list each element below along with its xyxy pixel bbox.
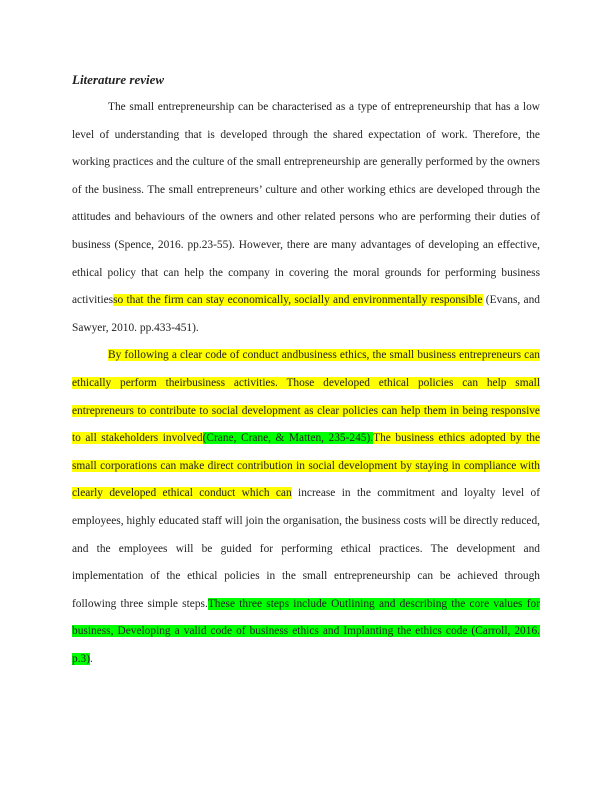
paragraph-1-text: The small entrepreneurship can be characterised as a type of entrepreneurship that has a low level of understanding that is developed through the shared expectation of work. Therefore, the working practices and the culture of the small entrepreneurship are generally performed by the owners of the business. The small entrepreneurs’ culture and other working ethics are developed through the attitudes and behaviours of the owners and other related persons who are performing their duties of business (Spence, 2016. pp.23-55). However, there are many advantages of developing an effective, ethical policy that can help the company in covering the moral grounds for performing business activities: [72, 101, 540, 307]
paragraph-2-highlight-yellow-2: The business ethics adopted by the small corporations can make direct contribution in social development by staying in compliance with clearly developed ethical conduct which can: [72, 432, 540, 500]
paragraph-1-highlight-yellow: so that the firm can stay economically, socially and environmentally responsible: [113, 294, 483, 307]
paragraph-2: [72, 342, 540, 673]
paragraph-2-highlight-green-steps: These three steps include Outlining and describing the core values for business, Developing a valid code of business ethics and Implanting the ethics code (Carroll, 2016. p.3): [72, 597, 540, 665]
paragraph-2-end: .: [90, 652, 93, 665]
paragraph-2-highlight-yellow-1: By following a clear code of conduct andbusiness ethics, the small business entrepreneurs can ethically perform theirbusiness activities. Those developed ethical policies can help small entrepreneurs to contribute to social development as clear policies can help them in being responsive to all stakeholders involved: [72, 349, 540, 445]
paragraph-2-text: increase in the commitment and loyalty level of employees, highly educated staff will join the organisation, the business costs will be directly reduced, and the employees will be guided for performing ethical practices. The development and implementation of the ethical policies in the small entrepreneurship can be achieved through following three simple steps.: [72, 487, 540, 610]
document-page: [72, 70, 540, 673]
paragraph-1-citation: (Evans, and Sawyer, 2010. pp.433-451).: [72, 294, 540, 334]
paragraph-2-highlight-green-citation: (Crane, Crane, & Matten, 235-245).: [202, 432, 374, 445]
paragraph-1: [72, 94, 540, 342]
section-heading: Literature review: [72, 72, 165, 87]
